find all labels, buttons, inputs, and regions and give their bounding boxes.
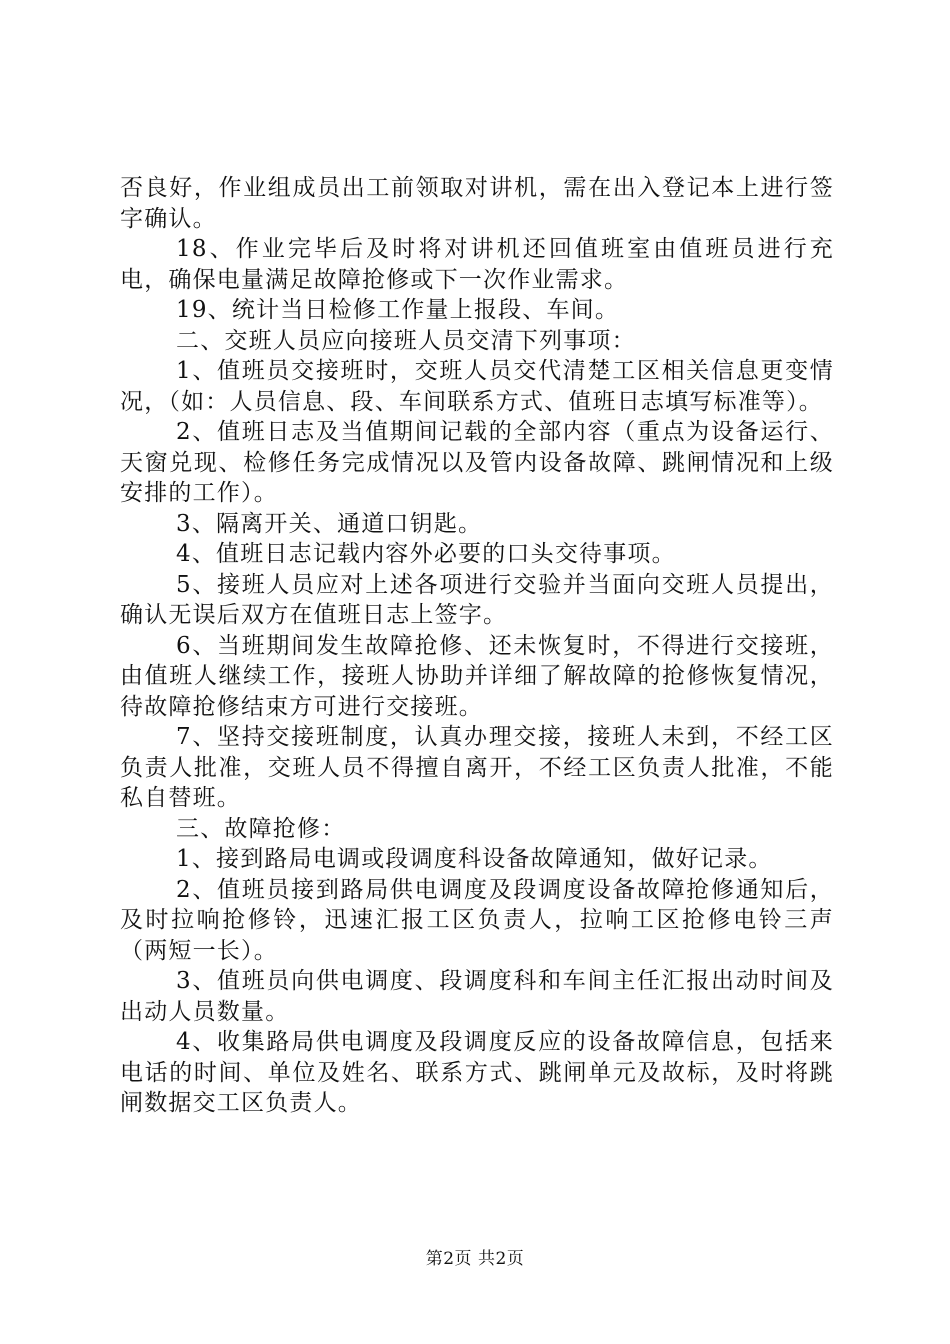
paragraph: 3、隔离开关、通道口钥匙。 [176, 510, 483, 537]
paragraph: 4、值班日志记载内容外必要的口头交待事项。 [176, 541, 676, 567]
section-heading: 三、故障抢修： [176, 815, 346, 842]
paragraph: 18、作业完毕后及时将对讲机还回值班室由值班员进行充电，确保电量满足故障抢修或下一次作业需求。 [120, 236, 834, 293]
paragraph: 2、值班员接到路局供电调度及段调度设备故障抢修通知后，及时拉响抢修铃，迅速汇报工区负责人，拉响工区抢修电铃三声（两短一长）。 [120, 876, 834, 964]
paragraph: 3、值班员向供电调度、段调度科和车间主任汇报出动时间及出动人员数量。 [120, 968, 834, 1025]
paragraph: 6、当班期间发生故障抢修、还未恢复时，不得进行交接班，由值班人继续工作，接班人协助并详细了解故障的抢修恢复情况，待故障抢修结束方可进行交接班。 [120, 632, 834, 720]
paragraph: 4、收集路局供电调度及段调度反应的设备故障信息，包括来电话的时间、单位及姓名、联系方式、跳闸单元及故标，及时将跳闸数据交工区负责人。 [120, 1029, 834, 1116]
paragraph: 2、值班日志及当值期间记载的全部内容（重点为设备运行、天窗兑现、检修任务完成情况以及管内设备故障、跳闸情况和上级安排的工作）。 [120, 419, 834, 506]
document-body [120, 173, 834, 1119]
paragraph: 19、统计当日检修工作量上报段、车间。 [176, 297, 620, 323]
paragraph: 1、值班员交接班时，交班人员交代清楚工区相关信息更变情况，（如：人员信息、段、车间联系方式、值班日志填写标准等）。 [120, 358, 834, 415]
paragraph: 1、接到路局电调或段调度科设备故障通知，做好记录。 [176, 846, 773, 872]
page-number-footer: 第2页 共2页 [425, 1249, 525, 1269]
paragraph: 7、坚持交接班制度，认真办理交接，接班人未到，不经工区负责人批准，交班人员不得擅自离开，不经工区负责人批准，不能私自替班。 [120, 724, 834, 811]
paragraph: 5、接班人员应对上述各项进行交验并当面向交班人员提出，确认无误后双方在值班日志上签字。 [120, 571, 834, 628]
section-heading: 二、交班人员应向接班人员交清下列事项： [176, 327, 636, 354]
paragraph: 否良好，作业组成员出工前领取对讲机，需在出入登记本上进行签字确认。 [120, 175, 834, 232]
